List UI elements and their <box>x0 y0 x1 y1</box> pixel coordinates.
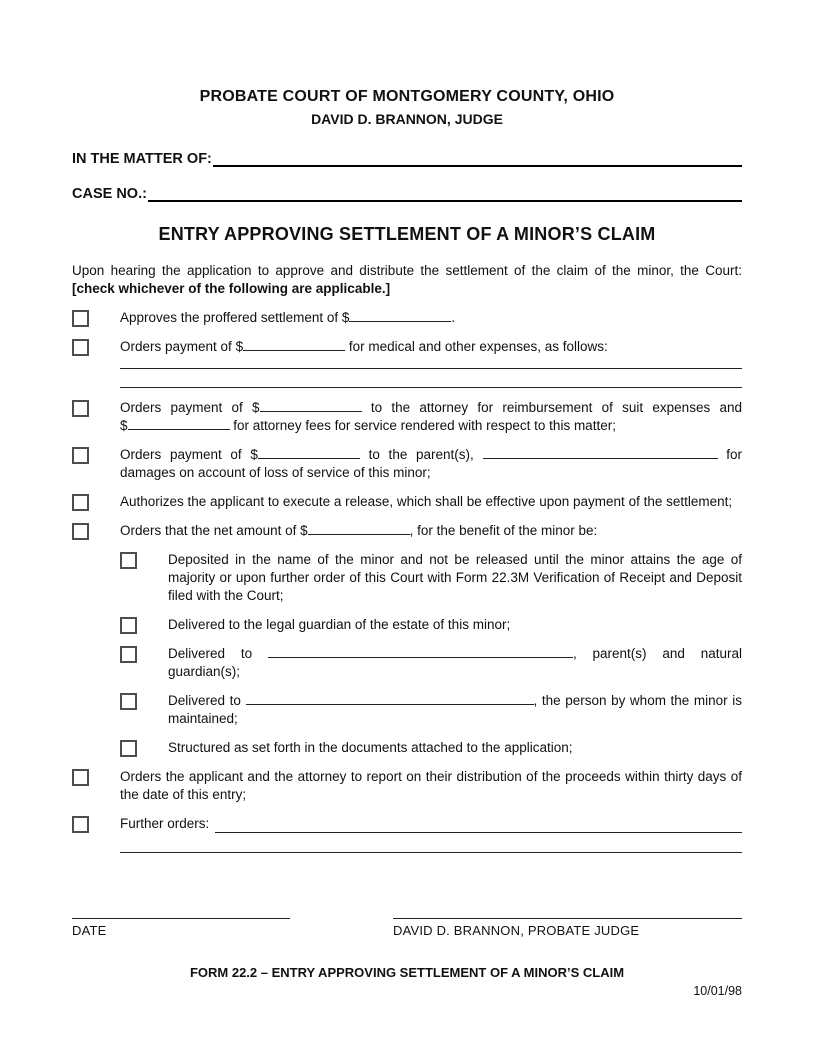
checkbox-approves-settlement[interactable] <box>72 310 89 327</box>
subitem-structured <box>120 739 742 757</box>
subitem-delivered-parents-text <box>168 645 742 681</box>
item-medical-text <box>120 338 742 356</box>
dollar-sign: $ <box>120 418 128 433</box>
checkbox-release[interactable] <box>72 494 89 511</box>
delivered-maintainer-pre: Delivered to <box>168 693 241 708</box>
item-attorney-fees <box>72 399 742 435</box>
item-parents-text <box>120 446 742 482</box>
further-orders-blank[interactable] <box>215 819 742 833</box>
checkbox-parents-payment[interactable] <box>72 447 89 464</box>
item-approve-post: . <box>451 310 456 325</box>
item-attorney-text <box>120 399 742 435</box>
dollar-sign: $ <box>252 400 260 415</box>
delivered-parents-pre: Delivered to <box>168 646 253 661</box>
judge-signature-line[interactable] <box>393 917 742 919</box>
item-approve-settlement <box>72 309 742 327</box>
form-number-line: FORM 22.2 – ENTRY APPROVING SETTLEMENT OF A MINOR’S CLAIM <box>189 965 625 980</box>
item-further-orders <box>72 815 742 833</box>
checkbox-net-amount[interactable] <box>72 523 89 540</box>
subitem-delivered-parents <box>120 645 742 681</box>
item-attorney-s3: for attorney fees for service rendered with respect to this matter; <box>233 418 616 433</box>
item-medical-expenses <box>72 338 742 356</box>
subitem-legal-guardian <box>120 616 742 634</box>
case-label: CASE NO.: <box>72 186 147 202</box>
checkbox-report-distribution[interactable] <box>72 769 89 786</box>
item-parents-s2: to the parent(s), <box>368 447 474 462</box>
checkbox-legal-guardian[interactable] <box>120 617 137 634</box>
further-orders-line-2[interactable] <box>120 833 742 853</box>
item-approve-text <box>120 309 742 327</box>
item-report-text: Orders the applicant and the attorney to report on their distribution of the proceeds within thirty days of the date of this entry; <box>120 769 742 802</box>
judge-signature-col <box>393 917 742 938</box>
checkbox-medical-expenses[interactable] <box>72 339 89 356</box>
item-net-amount-post: , for the benefit of the minor be: <box>409 523 598 538</box>
checkbox-delivered-parents[interactable] <box>120 646 137 663</box>
matter-label: IN THE MATTER OF: <box>72 151 212 167</box>
item-net-amount-text <box>120 522 742 540</box>
dollar-sign: $ <box>235 339 244 354</box>
date-label: DATE <box>72 923 107 938</box>
medical-detail-line-2[interactable] <box>120 369 742 388</box>
date-signature-col <box>72 917 290 938</box>
form-title: ENTRY APPROVING SETTLEMENT OF A MINOR’S CLAIM <box>158 224 656 244</box>
item-net-amount <box>72 522 742 540</box>
form-header <box>72 88 742 127</box>
net-amount-blank[interactable] <box>308 522 410 535</box>
item-medical-post: for medical and other expenses, as follows: <box>348 339 608 354</box>
court-name: PROBATE COURT OF MONTGOMERY COUNTY, OHIO <box>199 88 615 105</box>
judge-name: DAVID D. BRANNON, JUDGE <box>311 111 503 127</box>
dollar-sign: $ <box>250 447 258 462</box>
subitem-delivered-maintainer-text <box>168 692 742 728</box>
item-parents-s1: Orders payment of <box>120 447 242 462</box>
item-further-text <box>120 815 742 833</box>
matter-row <box>72 151 742 167</box>
item-net-amount-pre: Orders that the net amount of <box>120 523 297 538</box>
further-orders-label: Further orders: <box>120 816 210 831</box>
checkbox-attorney-fees[interactable] <box>72 400 89 417</box>
delivered-parents-post: , parent(s) and natural guardian(s); <box>168 646 742 679</box>
item-attorney-s2: to the attorney for reimbursement of suit expenses and <box>370 400 742 415</box>
medical-amount-blank[interactable] <box>243 338 345 351</box>
item-parents-payment <box>72 446 742 482</box>
settlement-amount-blank[interactable] <box>349 309 451 322</box>
subitem-deposited-text: Deposited in the name of the minor and not be released until the minor attains the age of majority or upon further order of this Court with Form 22.3M Verification of Receipt and Deposit filed with the Court; <box>168 552 742 603</box>
revision-date: 10/01/98 <box>693 984 742 998</box>
dollar-sign: $ <box>341 310 350 325</box>
intro-paragraph <box>72 262 742 298</box>
intro-text: Upon hearing the application to approve and distribute the settlement of the claim of the minor, the Court: <box>72 263 742 278</box>
subitem-delivered-maintainer <box>120 692 742 728</box>
dollar-sign: $ <box>300 523 308 538</box>
checkbox-further-orders[interactable] <box>72 816 89 833</box>
parents-names-blank[interactable] <box>483 446 718 459</box>
item-attorney-s1: Orders payment of <box>120 400 243 415</box>
checkbox-deposited[interactable] <box>120 552 137 569</box>
subitem-legal-guardian-text: Delivered to the legal guardian of the estate of this minor; <box>168 617 511 632</box>
matter-input-line[interactable] <box>213 151 742 167</box>
date-signature-line[interactable] <box>72 917 290 919</box>
suit-expenses-blank[interactable] <box>260 399 362 412</box>
item-release <box>72 493 742 511</box>
parents-amount-blank[interactable] <box>258 446 360 459</box>
item-release-text: Authorizes the applicant to execute a release, which shall be effective upon payment of the settlement; <box>120 494 733 509</box>
case-row <box>72 186 742 202</box>
case-input-line[interactable] <box>148 186 742 202</box>
item-parents-s3: for damages on account of loss of service of this minor; <box>120 447 742 480</box>
item-report-distribution <box>72 768 742 804</box>
subitem-deposited <box>120 551 742 605</box>
medical-detail-line-1[interactable] <box>120 356 742 369</box>
checkbox-structured[interactable] <box>120 740 137 757</box>
signature-gap <box>290 917 393 938</box>
delivered-maintainer-post: , the person by whom the minor is maintained; <box>168 693 742 726</box>
delivered-parents-blank[interactable] <box>268 645 573 658</box>
subitem-structured-text: Structured as set forth in the documents attached to the application; <box>168 740 573 755</box>
delivered-maintainer-blank[interactable] <box>246 692 534 705</box>
signature-block <box>72 917 742 938</box>
checkbox-delivered-maintainer[interactable] <box>120 693 137 710</box>
item-approve-pre: Approves the proffered settlement of <box>120 310 339 325</box>
judge-signature-label: DAVID D. BRANNON, PROBATE JUDGE <box>393 923 640 938</box>
item-medical-pre: Orders payment of <box>120 339 232 354</box>
attorney-fees-blank[interactable] <box>128 417 230 430</box>
intro-instruction: [check whichever of the following are applicable.] <box>72 281 391 296</box>
